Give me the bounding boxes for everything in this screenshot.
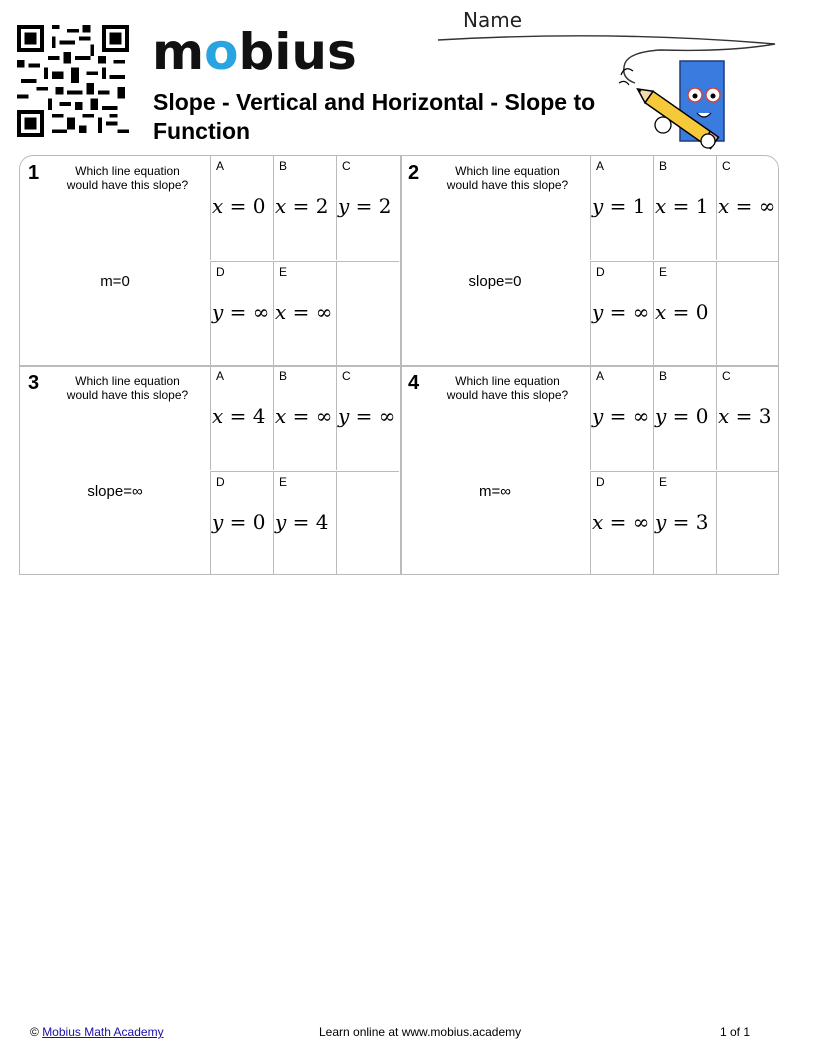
equation-variable: y [592,194,604,218]
equation-variable: y [275,510,287,534]
slope-value: slope=∞ [87,483,143,500]
equation-value: ∞ [315,300,333,324]
page-number: 1 of 1 [720,1025,751,1039]
equals-sign: = [729,404,759,428]
equation-value: ∞ [632,300,650,324]
answer-option-d[interactable] [210,261,273,365]
option-letter: D [596,265,605,279]
equals-sign: = [729,194,759,218]
equation-value: 3 [758,404,772,428]
option-equation [212,510,266,534]
answer-option-b[interactable] [653,156,716,260]
option-letter: E [659,475,668,489]
answer-option-e[interactable] [653,471,716,575]
answer-option-e[interactable] [273,471,336,575]
equation-value: ∞ [758,194,776,218]
qr-code [17,25,129,137]
equation-value: ∞ [252,300,270,324]
option-equation [212,404,266,428]
option-equation [655,510,709,534]
option-letter: C [722,369,731,383]
equation-variable: x [592,510,604,534]
answer-option-e[interactable] [653,261,716,365]
equation-variable: y [592,300,604,324]
equals-sign: = [603,404,633,428]
option-letter: B [279,159,288,173]
option-letter: B [659,369,668,383]
slope-value: slope=0 [468,273,522,290]
equation-value: 0 [252,510,266,534]
learn-online-text: Learn online at www.mobius.academy [319,1025,522,1039]
equals-sign: = [666,194,696,218]
option-letter: A [596,159,605,173]
equation-variable: x [655,300,667,324]
equation-value: 0 [695,300,709,324]
option-letter: B [659,159,668,173]
equation-value: ∞ [632,404,650,428]
option-letter: D [216,475,225,489]
option-equation [655,194,709,218]
equation-variable: y [338,404,350,428]
answer-option-c[interactable] [336,366,399,470]
empty-option-cell [336,261,399,365]
option-equation [718,404,772,428]
problem-number: 4 [408,372,420,394]
question-text: Which line equation would have this slope? [66,164,189,192]
option-letter: E [279,265,288,279]
equation-value: ∞ [632,510,650,534]
equation-variable: y [212,510,224,534]
option-letter: C [342,159,351,173]
equation-value: 3 [695,510,709,534]
equals-sign: = [349,404,379,428]
equation-variable: x [718,404,730,428]
equals-sign: = [603,300,633,324]
problem-3 [20,366,400,576]
equation-variable: x [718,194,730,218]
option-equation [338,194,392,218]
equals-sign: = [286,510,316,534]
equation-value: 4 [252,404,266,428]
option-equation [275,300,332,324]
equation-variable: y [212,300,224,324]
equation-variable: y [338,194,350,218]
question-text: Which line equation would have this slope? [446,164,569,192]
equals-sign: = [603,510,633,534]
equation-variable: y [655,510,667,534]
equation-value: ∞ [315,404,333,428]
answer-option-a[interactable] [590,156,653,260]
equation-variable: x [275,300,287,324]
option-letter: D [596,475,605,489]
equation-value: 1 [632,194,646,218]
option-letter: A [216,369,225,383]
problem-number: 3 [28,372,40,394]
equals-sign: = [286,300,316,324]
equation-value: 2 [378,194,392,218]
answer-option-b[interactable] [273,156,336,260]
answer-option-b[interactable] [653,366,716,470]
equals-sign: = [223,300,253,324]
answer-option-d[interactable] [590,261,653,365]
equals-sign: = [666,510,696,534]
equals-sign: = [286,404,316,428]
option-letter: A [216,159,225,173]
question-text: Which line equation would have this slope? [446,374,569,402]
equals-sign: = [666,404,696,428]
answer-option-c[interactable] [716,366,779,470]
option-letter: E [659,265,668,279]
equals-sign: = [349,194,379,218]
equation-value: 1 [695,194,709,218]
slope-value: m=∞ [479,483,511,500]
answer-option-a[interactable] [210,156,273,260]
answer-option-d[interactable] [210,471,273,575]
equation-value: 2 [315,194,329,218]
option-equation [655,300,709,324]
option-letter: D [216,265,225,279]
option-letter: A [596,369,605,383]
equals-sign: = [223,404,253,428]
option-letter: B [279,369,288,383]
problem-number: 2 [408,162,420,184]
equation-value: 0 [252,194,266,218]
equals-sign: = [603,194,633,218]
slope-value: m=0 [100,273,130,290]
equation-variable: y [655,404,667,428]
option-letter: C [722,159,731,173]
academy-link[interactable]: Mobius Math Academy [42,1025,164,1039]
equation-variable: x [275,404,287,428]
problem-2 [400,156,780,366]
equation-variable: x [212,404,224,428]
equals-sign: = [223,510,253,534]
option-equation [212,300,269,324]
equation-value: ∞ [378,404,396,428]
problem-number: 1 [28,162,40,184]
answer-option-a[interactable] [210,366,273,470]
answer-option-c[interactable] [716,156,779,260]
answer-option-d[interactable] [590,471,653,575]
equation-variable: x [275,194,287,218]
answer-option-a[interactable] [590,366,653,470]
option-equation [275,510,329,534]
option-equation [655,404,709,428]
option-equation [275,404,332,428]
name-label: Name [463,8,523,32]
problem-1 [20,156,400,366]
equation-variable: y [592,404,604,428]
equals-sign: = [223,194,253,218]
question-text: Which line equation would have this slope? [66,374,189,402]
option-equation [592,404,649,428]
answer-option-b[interactable] [273,366,336,470]
problem-grid [19,155,779,575]
equation-value: 4 [315,510,329,534]
equation-value: 0 [695,404,709,428]
equation-variable: x [655,194,667,218]
mobius-logo: mobius [152,23,357,81]
worksheet-title: Slope - Vertical and Horizontal - Slope to Function [153,89,596,144]
empty-option-cell [716,471,779,575]
option-equation [338,404,395,428]
option-equation [275,194,329,218]
option-equation [592,510,649,534]
option-equation [212,194,266,218]
option-equation [592,300,649,324]
option-equation [592,194,646,218]
copyright [30,1025,164,1039]
equals-sign: = [286,194,316,218]
option-letter: E [279,475,288,489]
mascot-illustration [613,55,738,155]
answer-option-e[interactable] [273,261,336,365]
equals-sign: = [666,300,696,324]
problem-4 [400,366,780,576]
empty-option-cell [716,261,779,365]
equation-variable: x [212,194,224,218]
empty-option-cell [336,471,399,575]
option-equation [718,194,775,218]
answer-option-c[interactable] [336,156,399,260]
option-letter: C [342,369,351,383]
copyright-symbol: © [30,1025,39,1039]
